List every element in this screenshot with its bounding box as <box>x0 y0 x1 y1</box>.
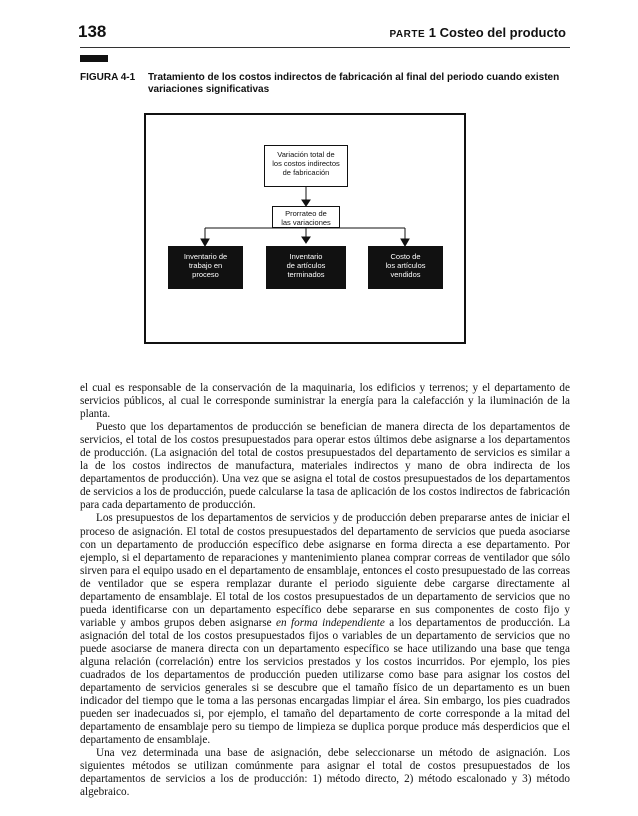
figure-caption: Tratamiento de los costos indirectos de fabricación al final del periodo cuando existen variaciones significativas <box>148 72 560 95</box>
variance-box <box>264 145 348 187</box>
cogs-line-3: vendidos <box>390 270 421 279</box>
finished-line-2: de artículos <box>286 261 326 270</box>
paragraph-4: Una vez determinada una base de asignación, debe seleccionarse un método de asignación. Los siguientes métodos se utilizan comúnmente para asignar el total de costos presupuestados de los departamentos de servicios a los de producción: 1) método directo, 2) método escalonado y 3) método algebraico. <box>80 747 570 799</box>
wip-line-1: Inventario de <box>183 252 228 261</box>
body-text <box>80 382 570 800</box>
paragraph-3-part-2: a los departamentos de producción. La asignación del total de los costos presupuestados fijos o variables de un departamento de servicios que no puede asociarse de manera directa con un departamento específico se hace utilizando una base que tenga alguna relación (correlación) entre los servicios prestados y los costos incurridos. Por ejemplo, los pies cuadrados de los departamentos de producción pueden utilizarse como base para asignar los costos del departamento de servicios generales si se descubre que el tamaño físico de un departamento es un buen indicador del tiempo que le toma a las personas encargadas limpiar el área. Sin embargo, los pies cuadrados pueden ser inadecuados si, por ejemplo, el tamaño del departamento de corte corresponde a la mitad del departamento de ensamblaje pero su tiempo de limpieza se duplica porque produce más desperdicios que el departamento de ensamblaje. <box>80 616 571 747</box>
cogs-line-2: los artículos <box>385 261 426 270</box>
header-block-mark <box>80 55 108 62</box>
arrowhead-cogs <box>401 239 409 246</box>
finished-line-1: Inventario <box>289 252 323 261</box>
arrowhead-wip <box>201 239 209 246</box>
variance-line-1: Variación total de <box>277 150 335 159</box>
part-number: 1 <box>428 25 436 40</box>
finished-goods-box <box>266 246 346 289</box>
paragraph-3 <box>80 512 570 747</box>
proration-line-2: las variaciones <box>281 218 331 227</box>
diagram-frame <box>144 113 466 344</box>
running-header <box>389 25 566 40</box>
variance-line-3: de fabricación <box>282 168 330 177</box>
variance-line-2: los costos indirectos <box>272 159 340 168</box>
figure-label: FIGURA 4-1 <box>80 72 136 83</box>
proration-line-1: Prorrateo de <box>285 209 327 218</box>
wip-line-3: proceso <box>192 270 219 279</box>
header-rule <box>80 47 570 48</box>
finished-line-3: terminados <box>287 270 325 279</box>
cogs-box <box>368 246 443 289</box>
part-label: PARTE <box>389 29 426 40</box>
page-number: 138 <box>78 22 107 41</box>
wip-line-2: trabajo en <box>188 261 223 270</box>
cogs-line-1: Costo de <box>390 252 421 261</box>
paragraph-1: el cual es responsable de la conservación de la maquinaria, los edificios y terrenos; y el departamento de servicios públicos, al cual le corresponde suministrar la energía para la calefacción y la iluminación de la planta. <box>80 382 570 421</box>
wip-box <box>168 246 243 289</box>
part-title: Costeo del producto <box>439 25 566 40</box>
paragraph-3-emphasis: en forma independiente <box>276 616 385 629</box>
arrowhead-finished <box>302 237 310 243</box>
proration-box <box>272 206 340 228</box>
paragraph-3-part-1: Los presupuestos de los departamentos de servicios y de producción deben prepararse antes de iniciar el proceso de asignación. El total de costos presupuestados del departamento de servicios que pueda asociarse con un departamento de producción específico debe asignarse en forma directa a ese departamento. Por ejemplo, si el departamento de reparaciones y mantenimiento planea comprar correas de ventilador que sólo sirven para el equipo usado en el departamento de ensamblaje, entonces el costo presupuestado de las correas de ventilador que se espera remplazar durante el periodo siguiente debe cargarse directamente al departamento de ensamblaje. El total de los costos presupuestados de un departamento de servicios que no pueda identificarse con un departamento específico debe separarse en sus componentes de costo fijo y variable y ambos grupos deben asignarse <box>80 512 570 629</box>
paragraph-2: Puesto que los departamentos de producción se benefician de manera directa de los departamentos de servicios, el total de los costos presupuestados para operar estos últimos debe asignarse a los departamentos de producción. (La asignación del total de costos presupuestados del departamento de servicios es similar a la de los costos indirectos de manufactura, materiales indirectos y mano de obra indirecta de los departamentos de producción). Una vez que se asigna el total de costos presupuestados de los departamentos de servicios a los de producción, puede calcularse la tasa de aplicación de los costos indirectos de fabricación para cada departamento de producción. <box>80 421 570 512</box>
